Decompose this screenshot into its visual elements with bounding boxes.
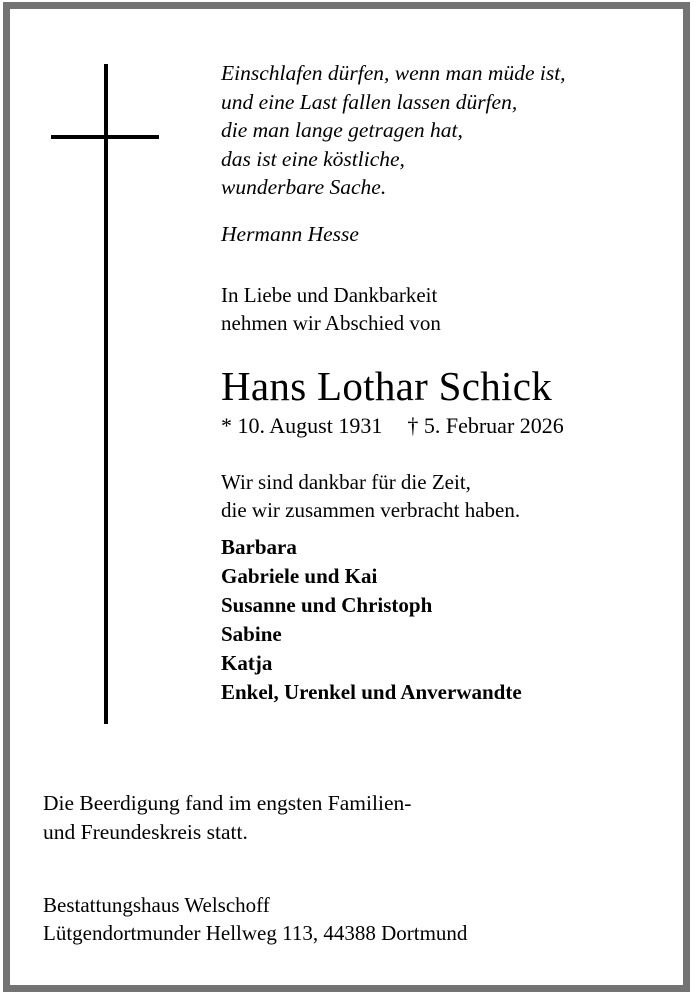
death-symbol: † bbox=[407, 413, 419, 438]
birth-symbol: * bbox=[221, 413, 232, 438]
burial-note-line: und Freundeskreis statt. bbox=[43, 820, 248, 844]
survivor-entry: Sabine bbox=[221, 622, 282, 646]
gratitude-line: Wir sind dankbar für die Zeit, bbox=[221, 470, 471, 494]
poem-line: wunderbare Sache. bbox=[221, 175, 387, 199]
farewell-line: nehmen wir Abschied von bbox=[221, 311, 441, 335]
farewell-line: In Liebe und Dankbarkeit bbox=[221, 283, 438, 307]
funeral-home-name: Bestattungshaus Welschoff bbox=[43, 893, 270, 917]
obituary-content-column bbox=[221, 59, 671, 707]
cross-horizontal-bar bbox=[51, 135, 159, 139]
poem-line: und eine Last fallen lassen dürfen, bbox=[221, 89, 518, 114]
survivors-list bbox=[221, 533, 671, 707]
poem-attribution: Hermann Hesse bbox=[221, 221, 359, 246]
survivor-entry: Katja bbox=[221, 651, 273, 675]
poem-line: das ist eine köstliche, bbox=[221, 146, 405, 171]
burial-note bbox=[43, 789, 643, 847]
burial-note-line: Die Beerdigung fand im engsten Familien- bbox=[43, 791, 412, 815]
poem-line: Einschlafen dürfen, wenn man müde ist, bbox=[221, 61, 566, 85]
survivor-entry: Gabriele und Kai bbox=[221, 564, 378, 588]
survivor-entry: Barbara bbox=[221, 535, 297, 559]
obituary-footer bbox=[43, 789, 643, 947]
survivor-entry: Susanne und Christoph bbox=[221, 593, 433, 617]
survivor-entry: Enkel, Urenkel und Anverwandte bbox=[221, 680, 522, 704]
cross-vertical-bar bbox=[104, 64, 108, 724]
funeral-home-info bbox=[43, 891, 643, 947]
birth-date: 10. August 1931 bbox=[237, 413, 383, 438]
deceased-name: Hans Lothar Schick bbox=[221, 363, 553, 409]
christian-cross-icon bbox=[10, 9, 210, 749]
obituary-notice-card bbox=[3, 2, 690, 992]
death-date: 5. Februar 2026 bbox=[423, 413, 564, 438]
poem-line: die man lange getragen hat, bbox=[221, 118, 463, 142]
obituary-notice-body bbox=[10, 9, 683, 985]
funeral-home-address: Lütgendortmunder Hellweg 113, 44388 Dortmund bbox=[43, 921, 468, 945]
memorial-poem bbox=[221, 59, 671, 202]
gratitude-line: die wir zusammen verbracht haben. bbox=[221, 498, 521, 522]
gratitude-message bbox=[221, 468, 671, 524]
farewell-message bbox=[221, 281, 671, 337]
deceased-dates bbox=[221, 412, 671, 440]
